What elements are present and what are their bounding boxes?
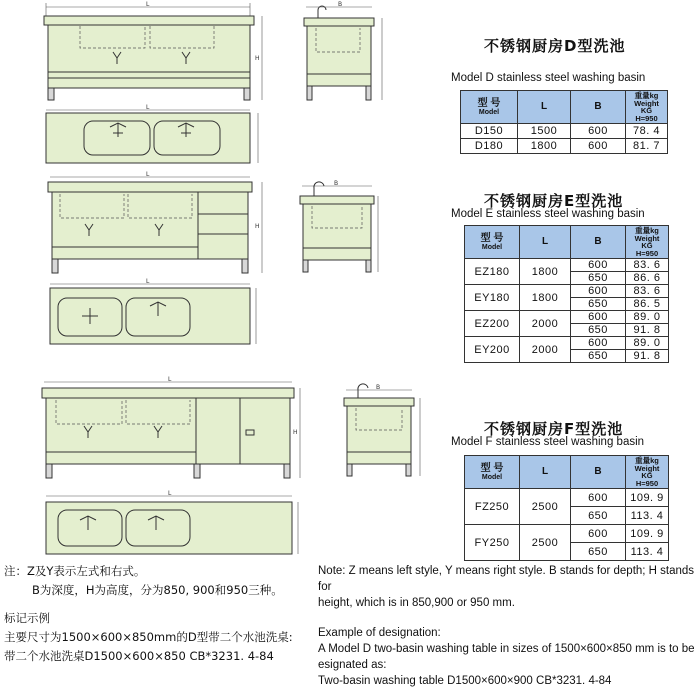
cell-b: 600 (571, 285, 626, 298)
cell-l: 1800 (520, 259, 571, 285)
svg-text:L: L (146, 104, 150, 111)
cell-weight: 86. 5 (626, 298, 669, 311)
svg-text:L: L (168, 490, 172, 497)
example-line: esignated as: (318, 659, 387, 671)
notes-cn (4, 562, 314, 666)
model-f-spec-table (464, 455, 669, 561)
table-row (465, 259, 669, 272)
dim-h-label: H (255, 55, 260, 62)
model-d-side-view (304, 1, 382, 100)
table-row (461, 139, 668, 154)
cell-b: 650 (571, 324, 626, 337)
example-line: A Model D two-basin washing table in sizes of 1500×600×850 mm is to be (318, 643, 695, 655)
dim-b-label: B (338, 1, 343, 8)
cell-weight: 91. 8 (626, 324, 669, 337)
col-model-header: 型 号 Model (465, 226, 520, 259)
cell-l: 2500 (520, 525, 571, 561)
dim-l-label: L (146, 1, 150, 8)
cell-b: 600 (571, 311, 626, 324)
cell-weight: 89. 0 (626, 337, 669, 350)
table-row (465, 337, 669, 350)
note-line: B为深度，H为高度，分为850, 900和950三种。 (32, 583, 283, 597)
model-e-title-en: Model E stainless steel washing basin (451, 208, 645, 220)
svg-text:L: L (146, 171, 150, 178)
example-heading: Example of designation: (318, 627, 441, 639)
cell-weight: 89. 0 (626, 311, 669, 324)
model-f-front-view (42, 376, 300, 478)
table-row (465, 525, 669, 543)
model-e-top-view (50, 278, 256, 344)
col-l-header: L (518, 91, 571, 124)
model-e-front-view (48, 171, 262, 273)
cell-l: 2000 (520, 337, 571, 363)
cell-weight: 109. 9 (626, 525, 669, 543)
cell-weight: 91. 8 (626, 350, 669, 363)
cell-b: 600 (571, 489, 626, 507)
svg-text:L: L (168, 376, 172, 383)
table-header-row (461, 91, 668, 124)
model-e-title-cn: 不锈钢厨房E型洗池 (484, 192, 624, 210)
model-f-side-view (344, 384, 420, 476)
cell-b: 650 (571, 298, 626, 311)
cell-model: EZ180 (465, 259, 520, 285)
cell-l: 2500 (520, 489, 571, 525)
example-line: Two-basin washing table D1500×600×900 CB*3231. 4-84 (318, 675, 612, 687)
cell-b: 650 (571, 543, 626, 561)
svg-text:H: H (293, 429, 298, 436)
model-f-title-en: Model F stainless steel washing basin (451, 436, 645, 448)
svg-text:B: B (376, 384, 381, 391)
cell-l: 1500 (518, 124, 571, 139)
cell-b: 600 (571, 525, 626, 543)
cell-weight: 81. 7 (626, 139, 668, 154)
model-f-top-view (46, 490, 298, 554)
cell-b: 650 (571, 350, 626, 363)
col-b-header: B (571, 456, 626, 489)
note-line: height, which is in 850,900 or 950 mm. (318, 597, 515, 609)
example-line: 带二个水池洗桌D1500×600×850 CB*3231. 4-84 (4, 649, 274, 663)
col-model-header: 型 号 Model (465, 456, 520, 489)
model-d-title-en: Model D stainless steel washing basin (451, 72, 646, 84)
cell-weight: 109. 9 (626, 489, 669, 507)
cell-b: 650 (571, 507, 626, 525)
svg-text:B: B (334, 180, 339, 187)
cell-b: 650 (571, 272, 626, 285)
note-line: Note: Z means left style, Y means right style. B stands for depth; H stands for (318, 565, 695, 593)
model-d-front-view (44, 1, 262, 100)
notes-en (318, 563, 700, 689)
cell-l: 2000 (520, 311, 571, 337)
cell-weight: 78. 4 (626, 124, 668, 139)
col-l-header: L (520, 456, 571, 489)
col-l-header: L (520, 226, 571, 259)
cell-model: EZ200 (465, 311, 520, 337)
col-b-header: B (571, 91, 626, 124)
model-d-title-cn: 不锈钢厨房D型洗池 (484, 37, 626, 55)
svg-text:H: H (255, 223, 260, 230)
cell-b: 600 (571, 139, 626, 154)
cell-l: 1800 (518, 139, 571, 154)
cell-b: 600 (571, 259, 626, 272)
example-line: 主要尺寸为1500×600×850mm的D型带二个水池洗桌: (4, 630, 293, 644)
model-e-side-view (300, 180, 378, 272)
svg-text:L: L (146, 278, 150, 285)
cell-l: 1800 (520, 285, 571, 311)
model-e-spec-table (464, 225, 669, 363)
cell-weight: 113. 4 (626, 543, 669, 561)
table-row (461, 124, 668, 139)
col-weight-header: 重量kg Weight KG H=950 (626, 456, 669, 489)
cell-b: 600 (571, 124, 626, 139)
cell-weight: 83. 6 (626, 285, 669, 298)
cell-model: EY200 (465, 337, 520, 363)
cell-weight: 83. 6 (626, 259, 669, 272)
table-header-row (465, 226, 669, 259)
model-d-spec-table (460, 90, 668, 154)
cell-model: FY250 (465, 525, 520, 561)
cell-model: FZ250 (465, 489, 520, 525)
col-weight-header: 重量kg Weight KG H=950 (626, 226, 669, 259)
col-model-header: 型 号 Model (461, 91, 518, 124)
model-f-title-cn: 不锈钢厨房F型洗池 (484, 420, 624, 438)
table-row (465, 489, 669, 507)
col-b-header: B (571, 226, 626, 259)
table-header-row (465, 456, 669, 489)
cell-model: EY180 (465, 285, 520, 311)
col-weight-header: 重量kg Weight KG H=950 (626, 91, 668, 124)
cell-weight: 113. 4 (626, 507, 669, 525)
cell-model: D150 (461, 124, 518, 139)
example-heading: 标记示例 (4, 611, 50, 625)
table-row (465, 311, 669, 324)
cell-b: 600 (571, 337, 626, 350)
note-line: 注：Z及Y表示左式和右式。 (4, 564, 146, 578)
table-row (465, 285, 669, 298)
cell-weight: 86. 6 (626, 272, 669, 285)
cell-model: D180 (461, 139, 518, 154)
model-d-top-view (46, 104, 258, 163)
